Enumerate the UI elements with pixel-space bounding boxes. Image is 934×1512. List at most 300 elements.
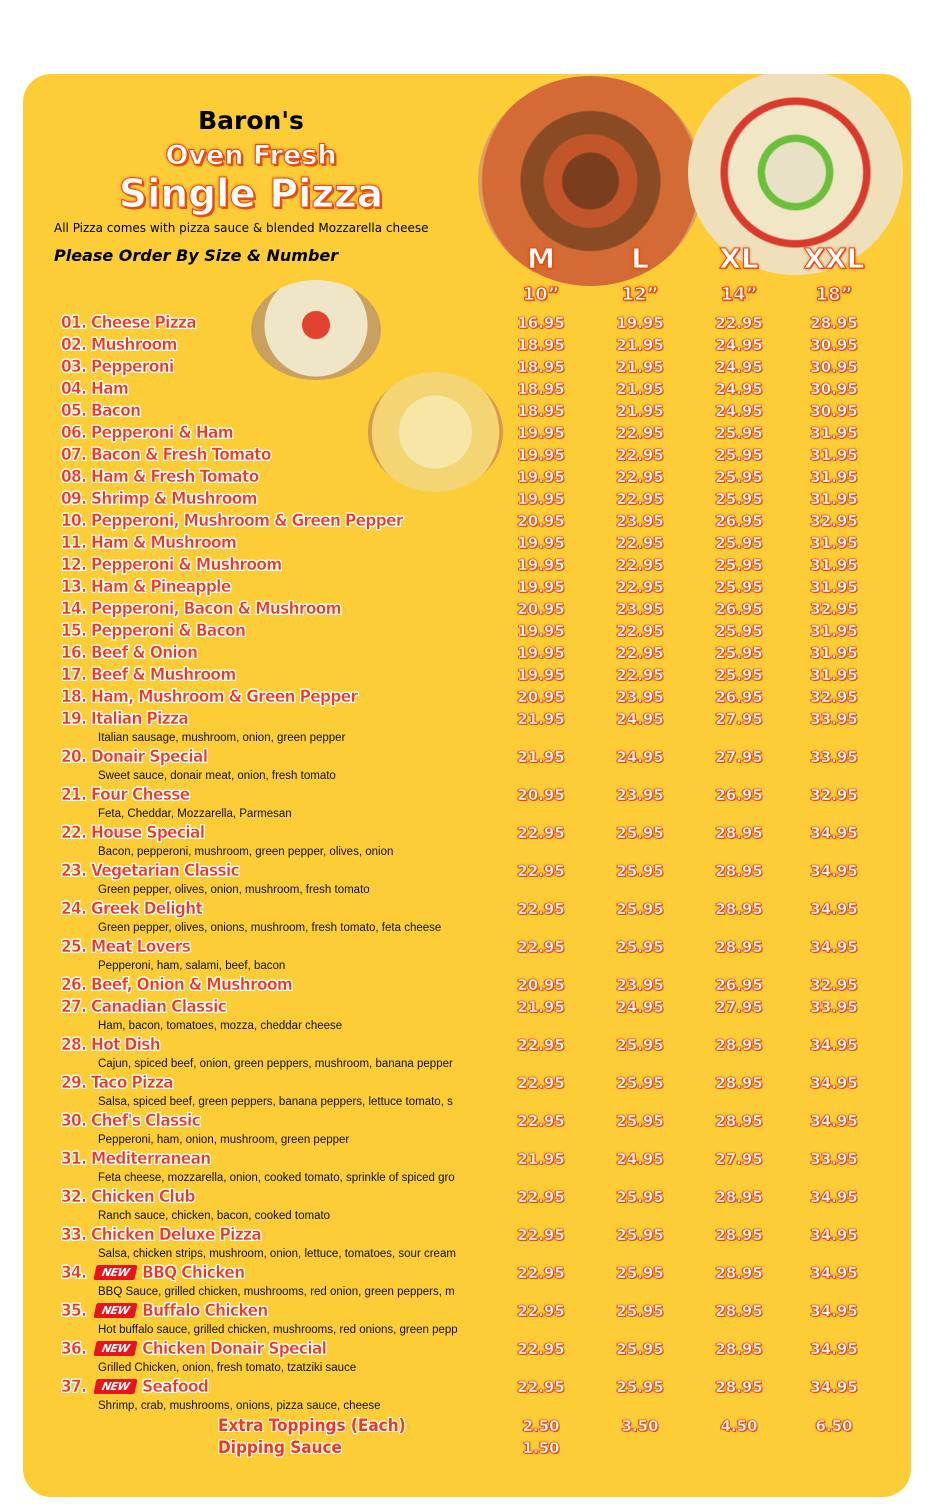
item-name bbox=[61, 1377, 208, 1397]
item-name bbox=[61, 1187, 195, 1207]
item-description: Shrimp, crab, mushrooms, onions, pizza sauce, cheese bbox=[98, 1400, 381, 1412]
price-l: 22.95 bbox=[616, 578, 664, 596]
price-xxl: 33.95 bbox=[810, 710, 858, 728]
item-number: 01. bbox=[61, 313, 92, 333]
price-xl: 24.95 bbox=[715, 380, 763, 398]
size-label: L bbox=[631, 242, 649, 275]
price-m: 18.95 bbox=[517, 358, 565, 376]
price-xl: 25.95 bbox=[715, 666, 763, 684]
item-description: Pepperoni, ham, onion, mushroom, green pepper bbox=[98, 1134, 350, 1146]
item-name bbox=[61, 1225, 261, 1245]
item-name bbox=[61, 577, 231, 597]
price-xxl: 34.95 bbox=[810, 862, 858, 880]
item-title: Pepperoni & Mushroom bbox=[91, 555, 282, 575]
item-title: Taco Pizza bbox=[91, 1073, 174, 1093]
item-title: Cheese Pizza bbox=[91, 313, 197, 333]
item-name bbox=[61, 709, 188, 729]
price-xxl: 34.95 bbox=[810, 1378, 858, 1396]
price-xxl: 31.95 bbox=[810, 490, 858, 508]
price-m: 22.95 bbox=[517, 900, 565, 918]
item-number: 29. bbox=[61, 1073, 92, 1093]
size-inches: 14” bbox=[720, 284, 758, 305]
item-title: Ham, Mushroom & Green Pepper bbox=[91, 687, 358, 707]
price-xl: 28.95 bbox=[715, 1074, 763, 1092]
item-title: Canadian Classic bbox=[91, 997, 227, 1017]
item-number: 23. bbox=[61, 861, 92, 881]
price-xl: 22.95 bbox=[715, 314, 763, 332]
item-name bbox=[61, 555, 282, 575]
item-title: Shrimp & Mushroom bbox=[91, 489, 257, 509]
vegetarian-pizza-image bbox=[251, 280, 381, 380]
price-xl: 28.95 bbox=[715, 938, 763, 956]
item-title: Four Chesse bbox=[91, 785, 190, 805]
item-title: Pepperoni, Mushroom & Green Pepper bbox=[91, 511, 403, 531]
price-xxl: 30.95 bbox=[810, 336, 858, 354]
menu-subtitle: Oven Fresh bbox=[165, 140, 337, 171]
price-l: 25.95 bbox=[616, 1378, 664, 1396]
price-m: 22.95 bbox=[517, 1188, 565, 1206]
price-xl: 25.95 bbox=[715, 622, 763, 640]
item-name bbox=[61, 335, 177, 355]
item-title: Vegetarian Classic bbox=[91, 861, 240, 881]
item-name bbox=[61, 975, 292, 995]
price-l: 24.95 bbox=[616, 748, 664, 766]
price-l: 21.95 bbox=[616, 380, 664, 398]
item-name bbox=[61, 379, 128, 399]
price-l: 22.95 bbox=[616, 622, 664, 640]
size-inches: 18” bbox=[815, 284, 853, 305]
item-name bbox=[61, 1111, 200, 1131]
item-title: BBQ Chicken bbox=[142, 1263, 245, 1283]
item-number: 24. bbox=[61, 899, 92, 919]
price-m: 22.95 bbox=[517, 1112, 565, 1130]
price-l: 25.95 bbox=[616, 1074, 664, 1092]
item-number: 21. bbox=[61, 785, 92, 805]
item-name bbox=[61, 511, 403, 531]
price-l: 23.95 bbox=[616, 976, 664, 994]
item-title: Ham & Mushroom bbox=[91, 533, 237, 553]
price-m: 20.95 bbox=[517, 600, 565, 618]
price-l: 22.95 bbox=[616, 446, 664, 464]
new-badge: NEW bbox=[93, 1303, 137, 1318]
price-l: 22.95 bbox=[616, 556, 664, 574]
price-xl: 26.95 bbox=[715, 600, 763, 618]
price-xxl: 31.95 bbox=[810, 534, 858, 552]
item-name bbox=[61, 997, 226, 1017]
item-title: Buffalo Chicken bbox=[142, 1301, 268, 1321]
item-number: 36. bbox=[61, 1339, 92, 1359]
price-xxl: 31.95 bbox=[810, 644, 858, 662]
item-description: Feta cheese, mozzarella, onion, cooked tomato, sprinkle of spiced gro bbox=[98, 1172, 455, 1184]
price-m: 19.95 bbox=[517, 622, 565, 640]
extra-label: Extra Toppings (Each) bbox=[218, 1416, 406, 1436]
item-number: 06. bbox=[61, 423, 92, 443]
item-number: 30. bbox=[61, 1111, 92, 1131]
item-title: Chicken Deluxe Pizza bbox=[91, 1225, 262, 1245]
price-xl: 27.95 bbox=[715, 998, 763, 1016]
price-l: 23.95 bbox=[616, 600, 664, 618]
item-name bbox=[61, 489, 257, 509]
price-l: 22.95 bbox=[616, 424, 664, 442]
price-xxl: 31.95 bbox=[810, 556, 858, 574]
extra-label: Dipping Sauce bbox=[218, 1438, 342, 1458]
item-number: 35. bbox=[61, 1301, 92, 1321]
menu-title: Single Pizza bbox=[118, 172, 384, 217]
size-label: M bbox=[527, 242, 555, 275]
item-title: Italian Pizza bbox=[91, 709, 189, 729]
price-m: 22.95 bbox=[517, 1264, 565, 1282]
price-m: 22.95 bbox=[517, 1226, 565, 1244]
new-badge: NEW bbox=[93, 1379, 137, 1394]
item-title: Mediterranean bbox=[91, 1149, 211, 1169]
size-inches: 12” bbox=[621, 284, 659, 305]
item-title: Pepperoni & Bacon bbox=[91, 621, 246, 641]
price-xl: 27.95 bbox=[715, 710, 763, 728]
extra-price: 2.50 bbox=[522, 1417, 560, 1435]
item-description: Bacon, pepperoni, mushroom, green pepper, olives, onion bbox=[98, 846, 394, 858]
price-xl: 28.95 bbox=[715, 1226, 763, 1244]
price-m: 19.95 bbox=[517, 644, 565, 662]
item-description: Ham, bacon, tomatoes, mozza, cheddar cheese bbox=[98, 1020, 343, 1032]
item-title: Beef & Mushroom bbox=[91, 665, 236, 685]
item-name bbox=[61, 687, 357, 707]
item-name bbox=[61, 1339, 326, 1359]
price-xl: 24.95 bbox=[715, 336, 763, 354]
item-description: Salsa, chicken strips, mushroom, onion, lettuce, tomatoes, sour cream bbox=[98, 1248, 456, 1260]
price-l: 22.95 bbox=[616, 490, 664, 508]
item-name bbox=[61, 861, 239, 881]
price-xl: 25.95 bbox=[715, 644, 763, 662]
item-title: House Special bbox=[91, 823, 205, 843]
item-name bbox=[61, 423, 233, 443]
item-name bbox=[61, 665, 236, 685]
price-l: 21.95 bbox=[616, 336, 664, 354]
item-name bbox=[61, 1149, 211, 1169]
price-xl: 25.95 bbox=[715, 556, 763, 574]
item-number: 05. bbox=[61, 401, 92, 421]
price-l: 22.95 bbox=[616, 666, 664, 684]
extra-price: 6.50 bbox=[815, 1417, 853, 1435]
item-description: Salsa, spiced beef, green peppers, banana peppers, lettuce tomato, s bbox=[98, 1096, 453, 1108]
item-number: 37. bbox=[61, 1377, 92, 1397]
price-l: 24.95 bbox=[616, 1150, 664, 1168]
item-number: 10. bbox=[61, 511, 92, 531]
item-number: 26. bbox=[61, 975, 92, 995]
item-number: 32. bbox=[61, 1187, 92, 1207]
price-l: 19.95 bbox=[616, 314, 664, 332]
item-name bbox=[61, 785, 190, 805]
price-l: 24.95 bbox=[616, 998, 664, 1016]
price-xl: 25.95 bbox=[715, 534, 763, 552]
price-l: 23.95 bbox=[616, 786, 664, 804]
price-l: 21.95 bbox=[616, 358, 664, 376]
menu-card bbox=[23, 74, 911, 1497]
item-title: Ham bbox=[91, 379, 129, 399]
price-xl: 26.95 bbox=[715, 786, 763, 804]
item-number: 33. bbox=[61, 1225, 92, 1245]
price-m: 19.95 bbox=[517, 534, 565, 552]
price-l: 25.95 bbox=[616, 1036, 664, 1054]
item-description: Grilled Chicken, onion, fresh tomato, tzatziki sauce bbox=[98, 1362, 357, 1374]
item-description: Italian sausage, mushroom, onion, green pepper bbox=[98, 732, 346, 744]
price-m: 20.95 bbox=[517, 786, 565, 804]
price-m: 19.95 bbox=[517, 556, 565, 574]
item-name bbox=[61, 401, 140, 421]
new-badge: NEW bbox=[93, 1341, 137, 1356]
price-xxl: 34.95 bbox=[810, 1188, 858, 1206]
price-m: 22.95 bbox=[517, 862, 565, 880]
item-title: Greek Delight bbox=[91, 899, 203, 919]
price-l: 25.95 bbox=[616, 862, 664, 880]
item-name bbox=[61, 643, 197, 663]
price-xxl: 34.95 bbox=[810, 900, 858, 918]
price-l: 25.95 bbox=[616, 900, 664, 918]
item-number: 16. bbox=[61, 643, 92, 663]
price-m: 22.95 bbox=[517, 824, 565, 842]
item-number: 13. bbox=[61, 577, 92, 597]
price-m: 22.95 bbox=[517, 938, 565, 956]
extra-price: 3.50 bbox=[621, 1417, 659, 1435]
item-number: 08. bbox=[61, 467, 92, 487]
item-number: 14. bbox=[61, 599, 92, 619]
item-title: Chicken Donair Special bbox=[142, 1339, 327, 1359]
price-l: 22.95 bbox=[616, 468, 664, 486]
price-xxl: 32.95 bbox=[810, 786, 858, 804]
price-xxl: 34.95 bbox=[810, 1302, 858, 1320]
item-number: 02. bbox=[61, 335, 92, 355]
price-xxl: 34.95 bbox=[810, 1264, 858, 1282]
brand-name: Baron's bbox=[198, 106, 304, 135]
price-xl: 25.95 bbox=[715, 578, 763, 596]
item-title: Chef's Classic bbox=[91, 1111, 201, 1131]
item-description: Green pepper, olives, onion, mushroom, fresh tomato bbox=[98, 884, 370, 896]
price-m: 22.95 bbox=[517, 1302, 565, 1320]
price-xl: 24.95 bbox=[715, 402, 763, 420]
price-xl: 28.95 bbox=[715, 900, 763, 918]
item-title: Ham & Pineapple bbox=[91, 577, 231, 597]
price-xl: 28.95 bbox=[715, 824, 763, 842]
price-xxl: 33.95 bbox=[810, 1150, 858, 1168]
item-number: 15. bbox=[61, 621, 92, 641]
price-m: 21.95 bbox=[517, 1150, 565, 1168]
price-m: 19.95 bbox=[517, 424, 565, 442]
item-name bbox=[61, 1263, 245, 1283]
price-l: 22.95 bbox=[616, 534, 664, 552]
item-title: Chicken Club bbox=[91, 1187, 195, 1207]
price-l: 25.95 bbox=[616, 938, 664, 956]
item-number: 12. bbox=[61, 555, 92, 575]
price-l: 23.95 bbox=[616, 512, 664, 530]
price-l: 23.95 bbox=[616, 688, 664, 706]
item-description: Hot buffalo sauce, grilled chicken, mushrooms, red onions, green pepp bbox=[98, 1324, 458, 1336]
price-l: 22.95 bbox=[616, 644, 664, 662]
price-xxl: 31.95 bbox=[810, 446, 858, 464]
price-xxl: 33.95 bbox=[810, 998, 858, 1016]
item-description: Ranch sauce, chicken, bacon, cooked tomato bbox=[98, 1210, 331, 1222]
size-label: XL bbox=[719, 242, 759, 275]
price-xxl: 32.95 bbox=[810, 976, 858, 994]
price-xl: 28.95 bbox=[715, 1340, 763, 1358]
price-m: 22.95 bbox=[517, 1340, 565, 1358]
price-xl: 28.95 bbox=[715, 862, 763, 880]
price-m: 21.95 bbox=[517, 748, 565, 766]
item-title: Pepperoni bbox=[91, 357, 174, 377]
price-m: 22.95 bbox=[517, 1036, 565, 1054]
price-xl: 27.95 bbox=[715, 748, 763, 766]
item-number: 07. bbox=[61, 445, 92, 465]
item-name bbox=[61, 533, 236, 553]
item-description: Feta, Cheddar, Mozzarella, Parmesan bbox=[98, 808, 292, 820]
item-name bbox=[61, 823, 204, 843]
item-description: Cajun, spiced beef, onion, green peppers, mushroom, banana pepper bbox=[98, 1058, 453, 1070]
price-xxl: 31.95 bbox=[810, 666, 858, 684]
item-title: Mushroom bbox=[91, 335, 177, 355]
price-xxl: 31.95 bbox=[810, 578, 858, 596]
price-xxl: 34.95 bbox=[810, 1226, 858, 1244]
price-m: 20.95 bbox=[517, 976, 565, 994]
price-l: 25.95 bbox=[616, 1340, 664, 1358]
item-title: Beef, Onion & Mushroom bbox=[91, 975, 293, 995]
price-m: 18.95 bbox=[517, 380, 565, 398]
price-l: 25.95 bbox=[616, 1188, 664, 1206]
item-number: 19. bbox=[61, 709, 92, 729]
price-xl: 26.95 bbox=[715, 512, 763, 530]
price-xl: 28.95 bbox=[715, 1188, 763, 1206]
price-m: 16.95 bbox=[517, 314, 565, 332]
item-name bbox=[61, 937, 190, 957]
price-xxl: 31.95 bbox=[810, 424, 858, 442]
extra-price: 1.50 bbox=[522, 1439, 560, 1457]
item-number: 17. bbox=[61, 665, 92, 685]
price-xxl: 32.95 bbox=[810, 688, 858, 706]
price-m: 19.95 bbox=[517, 468, 565, 486]
item-number: 11. bbox=[61, 533, 92, 553]
order-hint: Please Order By Size & Number bbox=[54, 246, 339, 265]
item-number: 28. bbox=[61, 1035, 92, 1055]
price-m: 19.95 bbox=[517, 446, 565, 464]
price-xl: 25.95 bbox=[715, 446, 763, 464]
item-title: Donair Special bbox=[91, 747, 208, 767]
price-m: 18.95 bbox=[517, 402, 565, 420]
item-number: 34. bbox=[61, 1263, 92, 1283]
price-xl: 25.95 bbox=[715, 424, 763, 442]
price-l: 25.95 bbox=[616, 1112, 664, 1130]
item-name bbox=[61, 747, 207, 767]
price-xxl: 34.95 bbox=[810, 938, 858, 956]
item-description: Pepperoni, ham, salami, beef, bacon bbox=[98, 960, 286, 972]
item-name bbox=[61, 621, 245, 641]
item-number: 20. bbox=[61, 747, 92, 767]
item-name bbox=[61, 313, 196, 333]
price-xxl: 34.95 bbox=[810, 824, 858, 842]
item-number: 22. bbox=[61, 823, 92, 843]
item-title: Pepperoni, Bacon & Mushroom bbox=[91, 599, 342, 619]
price-xxl: 30.95 bbox=[810, 358, 858, 376]
price-l: 24.95 bbox=[616, 710, 664, 728]
price-xl: 24.95 bbox=[715, 358, 763, 376]
item-name bbox=[61, 899, 202, 919]
price-xxl: 32.95 bbox=[810, 512, 858, 530]
price-l: 25.95 bbox=[616, 1226, 664, 1244]
price-xl: 28.95 bbox=[715, 1036, 763, 1054]
price-m: 22.95 bbox=[517, 1378, 565, 1396]
price-m: 20.95 bbox=[517, 512, 565, 530]
price-xxl: 28.95 bbox=[810, 314, 858, 332]
price-xl: 28.95 bbox=[715, 1302, 763, 1320]
item-number: 03. bbox=[61, 357, 92, 377]
price-xxl: 34.95 bbox=[810, 1112, 858, 1130]
item-description: BBQ Sauce, grilled chicken, mushrooms, red onion, green peppers, m bbox=[98, 1286, 455, 1298]
price-m: 20.95 bbox=[517, 688, 565, 706]
item-number: 31. bbox=[61, 1149, 92, 1169]
item-number: 25. bbox=[61, 937, 92, 957]
price-xl: 25.95 bbox=[715, 490, 763, 508]
price-m: 19.95 bbox=[517, 578, 565, 596]
item-name bbox=[61, 1301, 268, 1321]
price-xl: 26.95 bbox=[715, 976, 763, 994]
item-name bbox=[61, 357, 174, 377]
price-xxl: 30.95 bbox=[810, 402, 858, 420]
price-m: 22.95 bbox=[517, 1074, 565, 1092]
item-name bbox=[61, 467, 259, 487]
price-m: 18.95 bbox=[517, 336, 565, 354]
price-xxl: 30.95 bbox=[810, 380, 858, 398]
item-description: Sweet sauce, donair meat, onion, fresh tomato bbox=[98, 770, 336, 782]
menu-note: All Pizza comes with pizza sauce & blended Mozzarella cheese bbox=[54, 221, 429, 235]
item-number: 18. bbox=[61, 687, 92, 707]
hawaiian-pizza-image bbox=[368, 372, 503, 492]
price-l: 25.95 bbox=[616, 1302, 664, 1320]
price-xl: 28.95 bbox=[715, 1112, 763, 1130]
item-title: Bacon bbox=[91, 401, 141, 421]
price-xxl: 34.95 bbox=[810, 1036, 858, 1054]
item-title: Pepperoni & Ham bbox=[91, 423, 234, 443]
item-name bbox=[61, 1035, 160, 1055]
item-number: 04. bbox=[61, 379, 92, 399]
price-l: 25.95 bbox=[616, 1264, 664, 1282]
item-title: Seafood bbox=[142, 1377, 209, 1397]
price-xxl: 32.95 bbox=[810, 600, 858, 618]
new-badge: NEW bbox=[93, 1265, 137, 1280]
item-title: Bacon & Fresh Tomato bbox=[91, 445, 271, 465]
item-title: Ham & Fresh Tomato bbox=[91, 467, 259, 487]
price-xxl: 33.95 bbox=[810, 748, 858, 766]
size-label: XXL bbox=[803, 242, 865, 275]
item-title: Hot Dish bbox=[91, 1035, 161, 1055]
price-m: 19.95 bbox=[517, 490, 565, 508]
price-xxl: 31.95 bbox=[810, 468, 858, 486]
item-number: 27. bbox=[61, 997, 92, 1017]
price-xl: 28.95 bbox=[715, 1378, 763, 1396]
price-l: 21.95 bbox=[616, 402, 664, 420]
item-name bbox=[61, 1073, 173, 1093]
price-xxl: 34.95 bbox=[810, 1074, 858, 1092]
item-number: 09. bbox=[61, 489, 92, 509]
price-m: 21.95 bbox=[517, 998, 565, 1016]
item-name bbox=[61, 599, 341, 619]
price-xxl: 34.95 bbox=[810, 1340, 858, 1358]
item-title: Meat Lovers bbox=[91, 937, 191, 957]
size-inches: 10” bbox=[522, 284, 560, 305]
price-m: 21.95 bbox=[517, 710, 565, 728]
price-xl: 27.95 bbox=[715, 1150, 763, 1168]
extra-price: 4.50 bbox=[720, 1417, 758, 1435]
price-xl: 26.95 bbox=[715, 688, 763, 706]
price-xl: 28.95 bbox=[715, 1264, 763, 1282]
price-xl: 25.95 bbox=[715, 468, 763, 486]
item-description: Green pepper, olives, onions, mushroom, fresh tomato, feta cheese bbox=[98, 922, 442, 934]
price-l: 25.95 bbox=[616, 824, 664, 842]
